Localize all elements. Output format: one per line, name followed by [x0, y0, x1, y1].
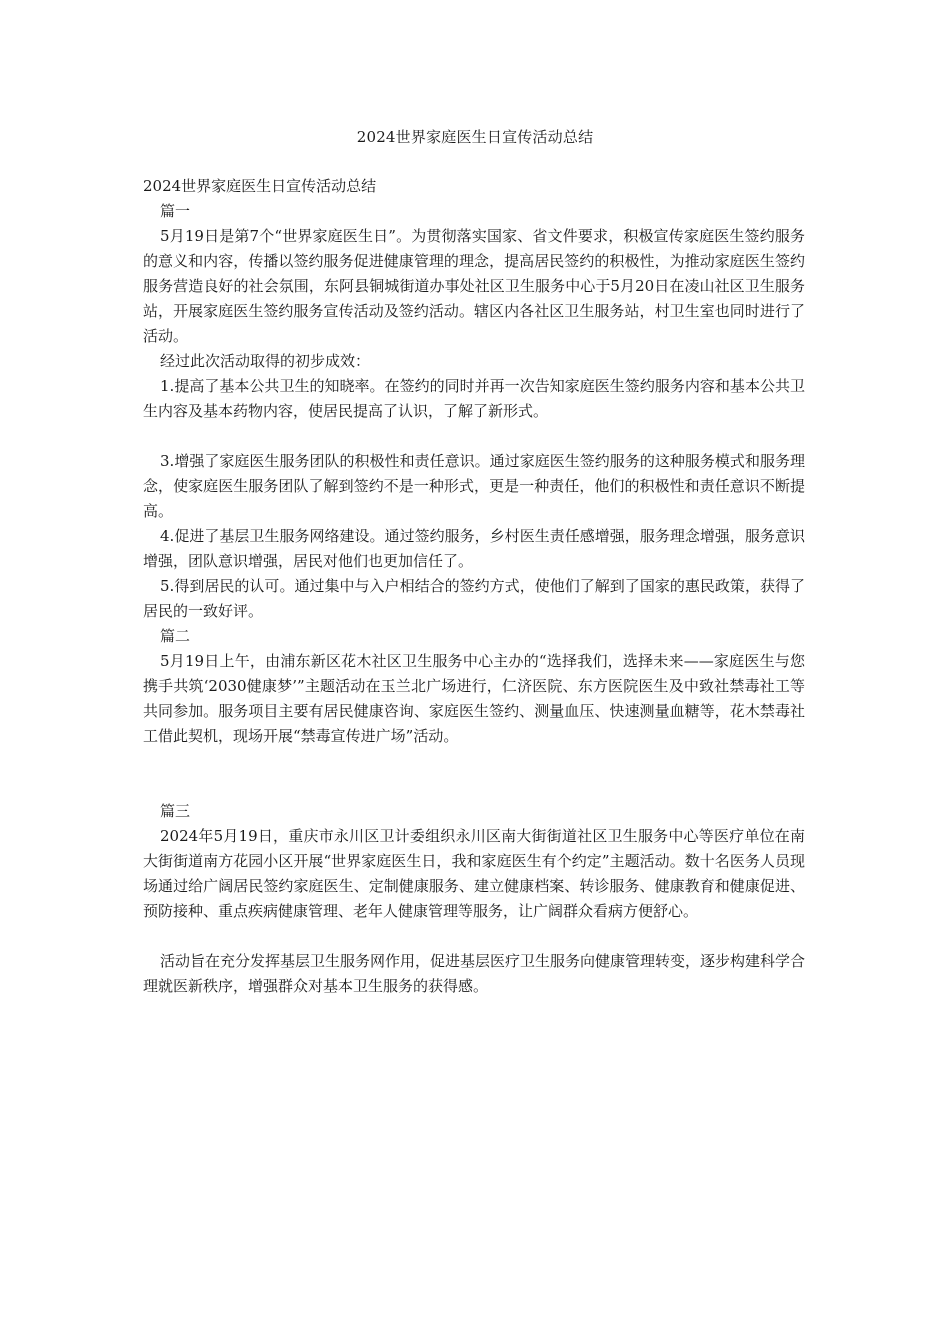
paragraph: 5月19日上午，由浦东新区花木社区卫生服务中心主办的“选择我们，选择未来——家庭医生与您携手共筑‘2030健康梦’”主题活动在玉兰北广场进行，仁济医院、东方医院医生及中致社禁毒社工等共同参加。服务项目主要有居民健康咨询、家庭医生签约、测量血压、快速测量血糖等，花木禁毒社工借此契机，现场开展“禁毒宣传进广场”活动。 — [143, 652, 805, 745]
list-item: 3.增强了家庭医生服务团队的积极性和责任意识。通过家庭医生签约服务的这种服务模式和服务理念，使家庭医生服务团队了解到签约不是一种形式，更是一种责任，他们的积极性和责任意识不断提高。 — [143, 452, 805, 520]
blank-line — [143, 424, 805, 449]
document-body — [143, 174, 805, 999]
paragraph: 活动旨在充分发挥基层卫生服务网作用，促进基层医疗卫生服务向健康管理转变，逐步构建科学合理就医新秩序，增强群众对基本卫生服务的获得感。 — [143, 952, 806, 995]
section-heading-pian1: 篇一 — [160, 202, 191, 220]
section-heading-pian2: 篇二 — [160, 627, 191, 645]
document-title: 2024世界家庭医生日宣传活动总结 — [356, 128, 594, 146]
list-item: 4.促进了基层卫生服务网络建设。通过签约服务，乡村医生责任感增强，服务理念增强，服务意识增强，团队意识增强，居民对他们也更加信任了。 — [143, 527, 805, 570]
paragraph: 5月19日是第7个“世界家庭医生日”。为贯彻落实国家、省文件要求，积极宣传家庭医生签约服务的意义和内容，传播以签约服务促进健康管理的理念，提高居民签约的积极性，为推动家庭医生签约服务营造良好的社会氛围，东阿县铜城街道办事处社区卫生服务中心于5月20日在凌山社区卫生服务站，开展家庭医生签约服务宣传活动及签约活动。辖区内各社区卫生服务站，村卫生室也同时进行了活动。 — [143, 227, 805, 345]
section-heading-pian3: 篇三 — [160, 802, 191, 820]
document-subtitle: 2024世界家庭医生日宣传活动总结 — [143, 177, 377, 195]
list-item: 5.得到居民的认可。通过集中与入户相结合的签约方式，使他们了解到了国家的惠民政策，获得了居民的一致好评。 — [143, 577, 805, 620]
blank-line — [143, 924, 805, 949]
paragraph: 2024年5月19日，重庆市永川区卫计委组织永川区南大街街道社区卫生服务中心等医疗单位在南大街街道南方花园小区开展“世界家庭医生日，我和家庭医生有个约定”主题活动。数十名医务人员现场通过给广阔居民签约家庭医生、定制健康服务、建立健康档案、转诊服务、健康教育和健康促进、预防接种、重点疾病健康管理、老年人健康管理等服务，让广阔群众看病方便舒心。 — [143, 827, 805, 920]
paragraph: 经过此次活动取得的初步成效： — [160, 352, 371, 370]
list-item: 1.提高了基本公共卫生的知晓率。在签约的同时并再一次告知家庭医生签约服务内容和基本公共卫生内容及基本药物内容，使居民提高了认识，了解了新形式。 — [143, 377, 805, 420]
blank-line — [143, 749, 805, 799]
